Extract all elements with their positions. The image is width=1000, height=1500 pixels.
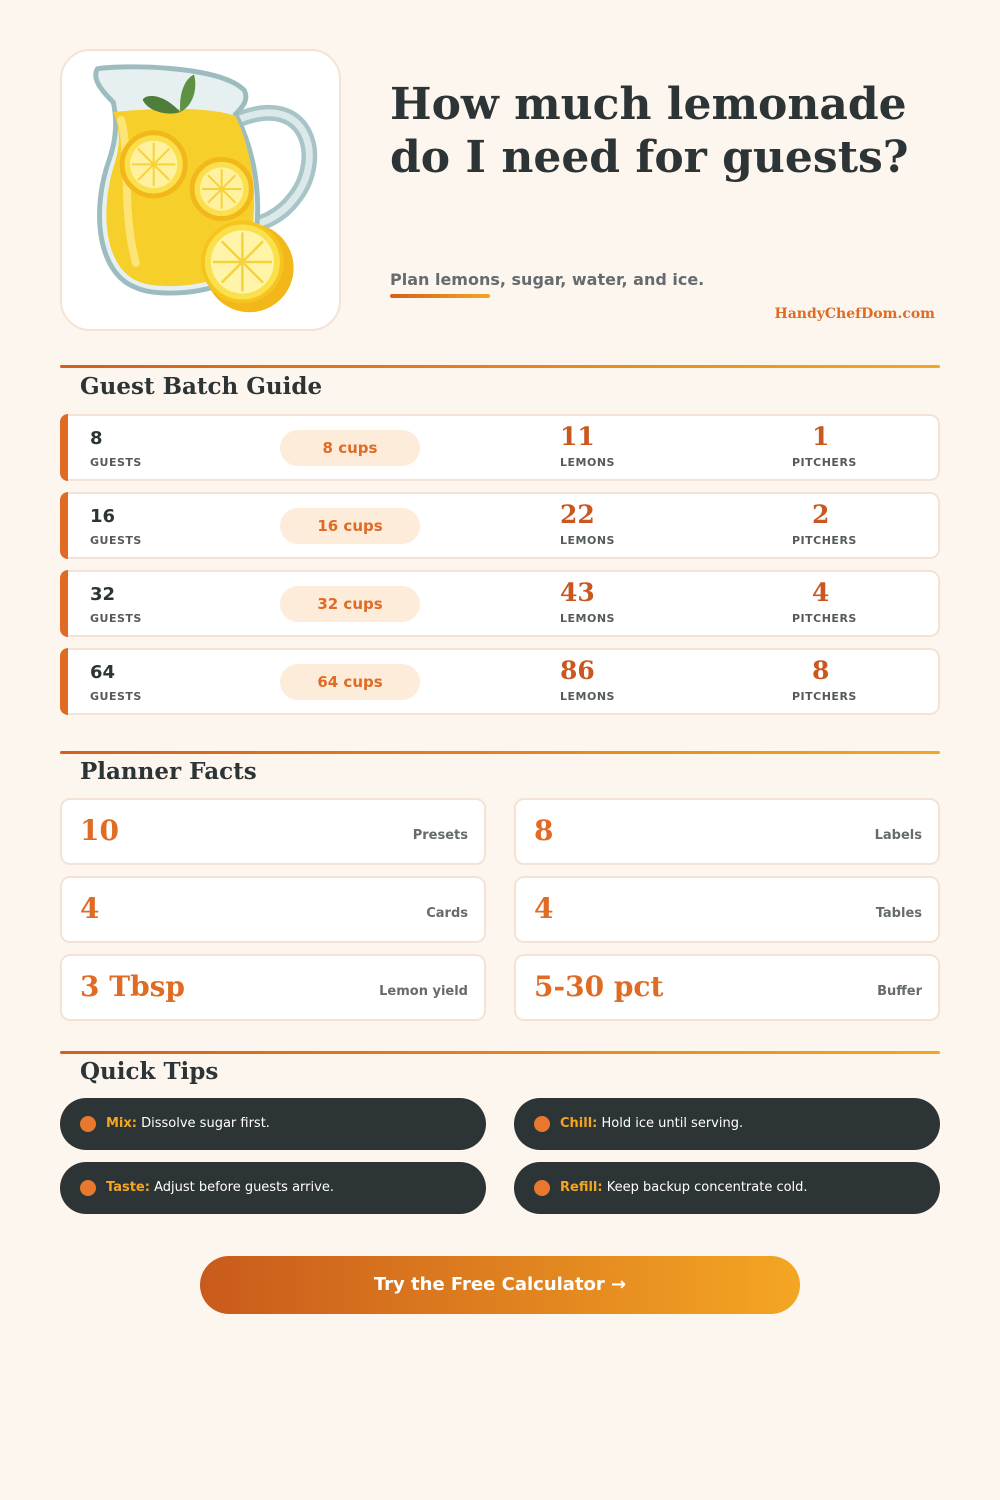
quick-tips-title: Quick Tips: [80, 1058, 219, 1085]
tip-pill: [514, 1098, 940, 1150]
tip-bullet-icon: [80, 1116, 96, 1132]
tip-keyword: Mix:: [106, 1116, 137, 1131]
lemons-label: LEMONS: [560, 690, 615, 703]
fact-value: 8: [534, 814, 554, 847]
fact-card: [514, 954, 940, 1021]
planner-facts-title: Planner Facts: [80, 758, 257, 785]
lemons-value: 86: [560, 656, 595, 685]
tip-bullet-icon: [534, 1180, 550, 1196]
guests-value: 32: [90, 584, 116, 605]
lemons-label: LEMONS: [560, 534, 615, 547]
fact-card: [514, 798, 940, 865]
fact-card: [60, 954, 486, 1021]
guests-label: GUESTS: [90, 690, 142, 703]
guests-label: GUESTS: [90, 456, 142, 469]
table-row: [60, 492, 940, 559]
fact-card: [514, 876, 940, 943]
brand-link[interactable]: HandyChefDom.com: [774, 306, 935, 322]
subtitle-underline: [390, 294, 490, 298]
tip-keyword: Chill:: [560, 1116, 598, 1131]
page-title: How much lemonade do I need for guests?: [390, 79, 909, 183]
fact-value: 5-30 pct: [534, 970, 664, 1003]
guests-value: 8: [90, 428, 103, 449]
fact-card: [60, 798, 486, 865]
guests-label: GUESTS: [90, 534, 142, 547]
tip-keyword: Taste:: [106, 1180, 150, 1195]
tip-text: Dissolve sugar first.: [141, 1116, 270, 1131]
lemonade-pitcher-icon: [62, 51, 339, 329]
fact-card: [60, 876, 486, 943]
lemons-label: LEMONS: [560, 456, 615, 469]
tip-text: Keep backup concentrate cold.: [606, 1180, 808, 1195]
tip-pill: [514, 1162, 940, 1214]
pitchers-label: PITCHERS: [792, 612, 857, 625]
guests-value: 16: [90, 506, 116, 527]
guests-label: GUESTS: [90, 612, 142, 625]
fact-value: 10: [80, 814, 119, 847]
fact-label: Buffer: [877, 984, 922, 999]
free-calculator-button[interactable]: Try the Free Calculator →: [200, 1256, 800, 1314]
pitchers-value: 1: [812, 422, 830, 451]
lemons-value: 11: [560, 422, 595, 451]
pitchers-label: PITCHERS: [792, 534, 857, 547]
fact-value: 4: [534, 892, 554, 925]
tip-text: Hold ice until serving.: [601, 1116, 744, 1131]
table-row: [60, 648, 940, 715]
tip-pill: [60, 1098, 486, 1150]
tip-keyword: Refill:: [560, 1180, 603, 1195]
tip-bullet-icon: [534, 1116, 550, 1132]
cups-badge: 32 cups: [280, 586, 420, 622]
fact-label: Tables: [875, 906, 922, 921]
table-row: [60, 414, 940, 481]
guests-value: 64: [90, 662, 116, 683]
section-divider: [60, 1051, 940, 1054]
fact-value: 3 Tbsp: [80, 970, 185, 1003]
batch-guide-title: Guest Batch Guide: [80, 373, 323, 400]
section-divider: [60, 751, 940, 754]
lemons-value: 43: [560, 578, 595, 607]
pitchers-value: 8: [812, 656, 830, 685]
cups-badge: 8 cups: [280, 430, 420, 466]
tip-text: Adjust before guests arrive.: [154, 1180, 334, 1195]
lemons-value: 22: [560, 500, 595, 529]
fact-label: Cards: [426, 906, 468, 921]
lemonade-pitcher-image: [60, 49, 341, 331]
fact-label: Lemon yield: [379, 984, 468, 999]
pitchers-value: 4: [812, 578, 830, 607]
pitchers-label: PITCHERS: [792, 690, 857, 703]
tip-pill: [60, 1162, 486, 1214]
pitchers-label: PITCHERS: [792, 456, 857, 469]
section-divider: [60, 365, 940, 368]
fact-label: Labels: [874, 828, 922, 843]
pitchers-value: 2: [812, 500, 830, 529]
page-subtitle: Plan lemons, sugar, water, and ice.: [390, 270, 705, 289]
cups-badge: 64 cups: [280, 664, 420, 700]
tip-bullet-icon: [80, 1180, 96, 1196]
fact-value: 4: [80, 892, 100, 925]
lemons-label: LEMONS: [560, 612, 615, 625]
table-row: [60, 570, 940, 637]
fact-label: Presets: [412, 828, 468, 843]
cups-badge: 16 cups: [280, 508, 420, 544]
